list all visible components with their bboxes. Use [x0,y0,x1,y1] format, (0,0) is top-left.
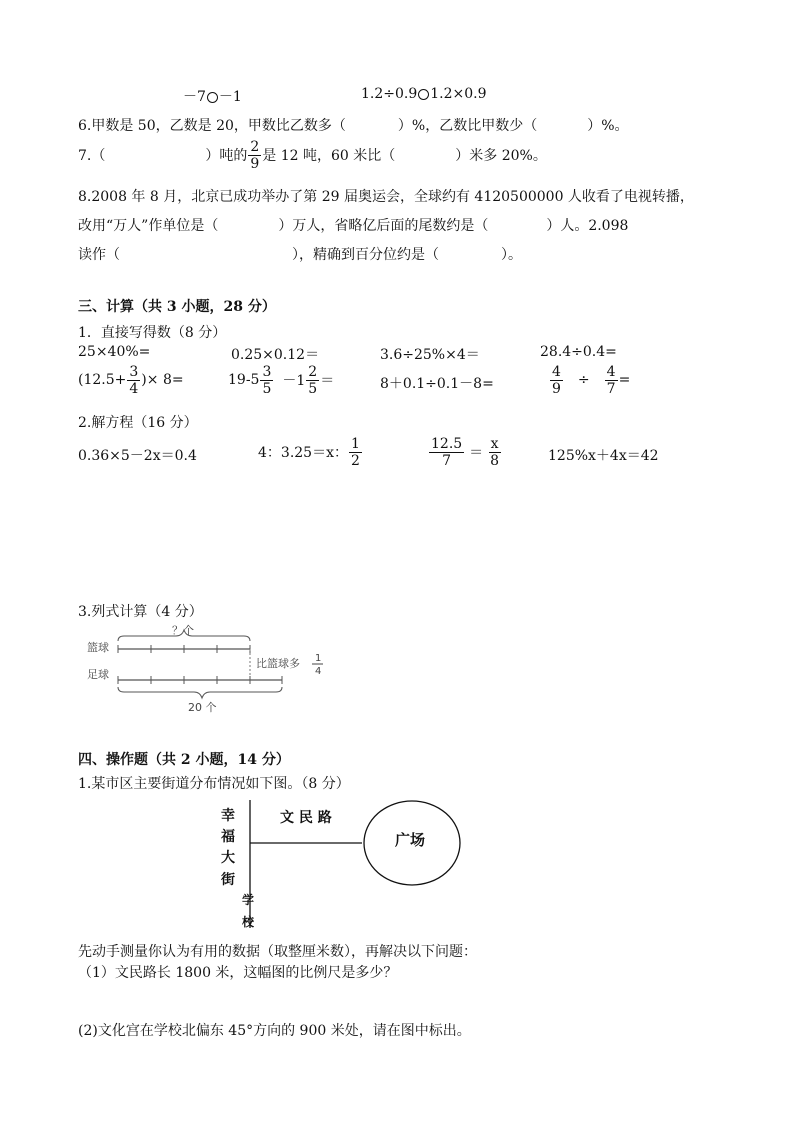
section-3-sub-3: 3.列式计算（4 分） [78,604,203,620]
q7-fraction [248,140,261,171]
calc-row-1-a: 25×40%= [78,344,151,360]
calc-2a-frac [127,365,140,396]
section-3-title: 三、计算（共 3 小题，28 分） [78,299,276,315]
instruction-text: 先动手测量你认为有用的数据（取整厘米数），再解决以下问题： [78,944,477,960]
eq2-num: 1 [350,435,360,452]
street-char-1: 幸 [221,808,235,824]
compare-line-2 [361,86,487,102]
eq3-frac-2 [488,437,501,468]
eq2-text: 4：3.25＝x： [258,445,348,461]
street-char-4: 街 [221,872,235,888]
calc-2b-num1: 3 [262,363,272,380]
calc-2b-frac-1 [260,365,273,396]
compare-line [183,86,242,106]
calc-row-1-d: 28.4÷0.4= [540,344,617,360]
section-4-q1: 1.某市区主要街道分布情况如下图。（8 分） [78,776,350,792]
q7-frac-num: 2 [250,138,260,155]
equation-3 [428,432,502,472]
q6-text-c: ）%。 [587,118,629,134]
eq3-den2: 8 [490,452,500,469]
calc-2d-eq: = [618,372,631,388]
calc-2b-num2: 2 [308,363,318,380]
section-3-sub-1: 1．直接写得数（8 分） [78,325,227,341]
calc-row-2-c: 8＋0.1÷0.1－8= [380,376,494,392]
q6-text-b: ）%，乙数比甲数少（ [397,118,538,134]
calc-2a-text: (12.5+ [78,372,127,388]
eq3-num2: x [490,435,499,452]
school-char-1: 学 [242,893,255,907]
q8-text-f: ）。 [501,247,522,263]
question-6 [78,115,629,135]
eq3-den1: 7 [442,452,452,469]
question-7 [78,138,547,172]
q7-frac-den: 9 [250,155,260,172]
problem-1: （1）文民路长 1800 米，这幅图的比例尺是多少？ [78,965,398,981]
compare-right-a: 1.2÷0.9 [361,86,418,102]
calc-2b-text-2: －1 [282,373,306,389]
q8-text-e: ），精确到百分位约是（ [292,247,439,263]
calc-row-2-d [549,361,630,399]
calc-2d-num1: 4 [552,363,561,380]
q7-text-b: ）吨的 [205,148,248,164]
calc-2d-num2: 4 [606,363,616,380]
q8-text-c: ）人。2.098 [546,218,629,234]
eq3-eq: ＝ [469,445,484,461]
more-frac-den: 4 [315,666,322,677]
q7-text-c: 是 12 吨，60 米比（ [262,148,396,164]
q6-text-a: 6.甲数是 50，乙数是 20，甲数比乙数多（ [78,118,346,134]
equation-1: 0.36×5－2x＝0.4 [78,448,197,464]
brace-bottom [118,687,282,698]
compare-circle[interactable] [207,92,218,103]
calc-2d-den1: 9 [552,380,561,397]
calc-2b-text-3: ＝ [320,373,335,389]
road-label: 文 民 路 [280,810,332,826]
label-football: 足球 [87,668,109,681]
square-label: 广场 [395,831,426,849]
calc-row-1-c: 3.6÷25%×4＝ [380,347,480,363]
calc-row-1-b: 0.25×0.12＝ [231,347,320,363]
calc-2d-den2: 7 [606,380,616,397]
eq3-num1: 12.5 [431,435,463,452]
q8-text-a: 改用“万人”作单位是（ [78,218,219,234]
label-total: 20 个 [188,701,217,714]
more-frac-num: 1 [315,653,322,664]
calc-2a-den: 4 [129,380,139,397]
eq2-den: 2 [350,452,360,469]
question-8-line-3 [78,244,522,264]
label-question: ？个 [172,624,194,637]
q7-text-d: ）米多 20%。 [455,148,547,164]
equation-4: 125%x＋4x＝42 [548,448,659,464]
calc-2b-den2: 5 [308,380,318,397]
calc-2b-text: 19-5 [228,372,260,388]
problem-2: (2)文化宫在学校北偏东 45°方向的 900 米处，请在图中标出。 [78,1023,471,1039]
school-char-2: 校 [242,915,255,929]
calc-2d-frac-1 [550,365,563,396]
section-4-title: 四、操作题（共 2 小题，14 分） [78,752,290,768]
calc-2b-den1: 5 [262,380,272,397]
label-more-than: 比篮球多 [256,657,300,670]
eq3-frac-1 [429,437,464,468]
segment-diagram [84,624,334,716]
compare-left-a: －7 [183,89,206,105]
compare-right-b: 1.2×0.9 [430,86,487,102]
compare-circle-2[interactable] [418,89,429,100]
eq2-frac [349,437,362,468]
street-char-3: 大 [221,850,235,866]
calc-row-2-b [228,361,334,399]
q8-text-b: ）万人，省略亿后面的尾数约是（ [278,218,489,234]
street-map [214,796,470,934]
calc-2b-frac-2 [306,365,319,396]
calc-2a-num: 3 [129,363,139,380]
calc-2a-text-2: )× 8= [141,372,184,388]
equation-2 [258,432,363,472]
compare-left-b: －1 [218,89,242,105]
section-3-sub-2: 2.解方程（16 分） [78,415,198,431]
question-8-line-1: 8.2008 年 8 月，北京已成功举办了第 29 届奥运会，全球约有 4120500000 人收看了电视转播， [78,189,694,205]
calc-row-2-a [78,361,184,399]
q8-text-d: 读作（ [78,247,120,263]
calc-2d-frac-2 [605,365,618,396]
label-basketball: 篮球 [87,641,109,654]
q7-text-a: 7.（ [78,148,106,164]
question-8-line-2 [78,215,628,235]
street-char-2: 福 [221,829,235,845]
calc-2d-op: ÷ [577,372,590,388]
